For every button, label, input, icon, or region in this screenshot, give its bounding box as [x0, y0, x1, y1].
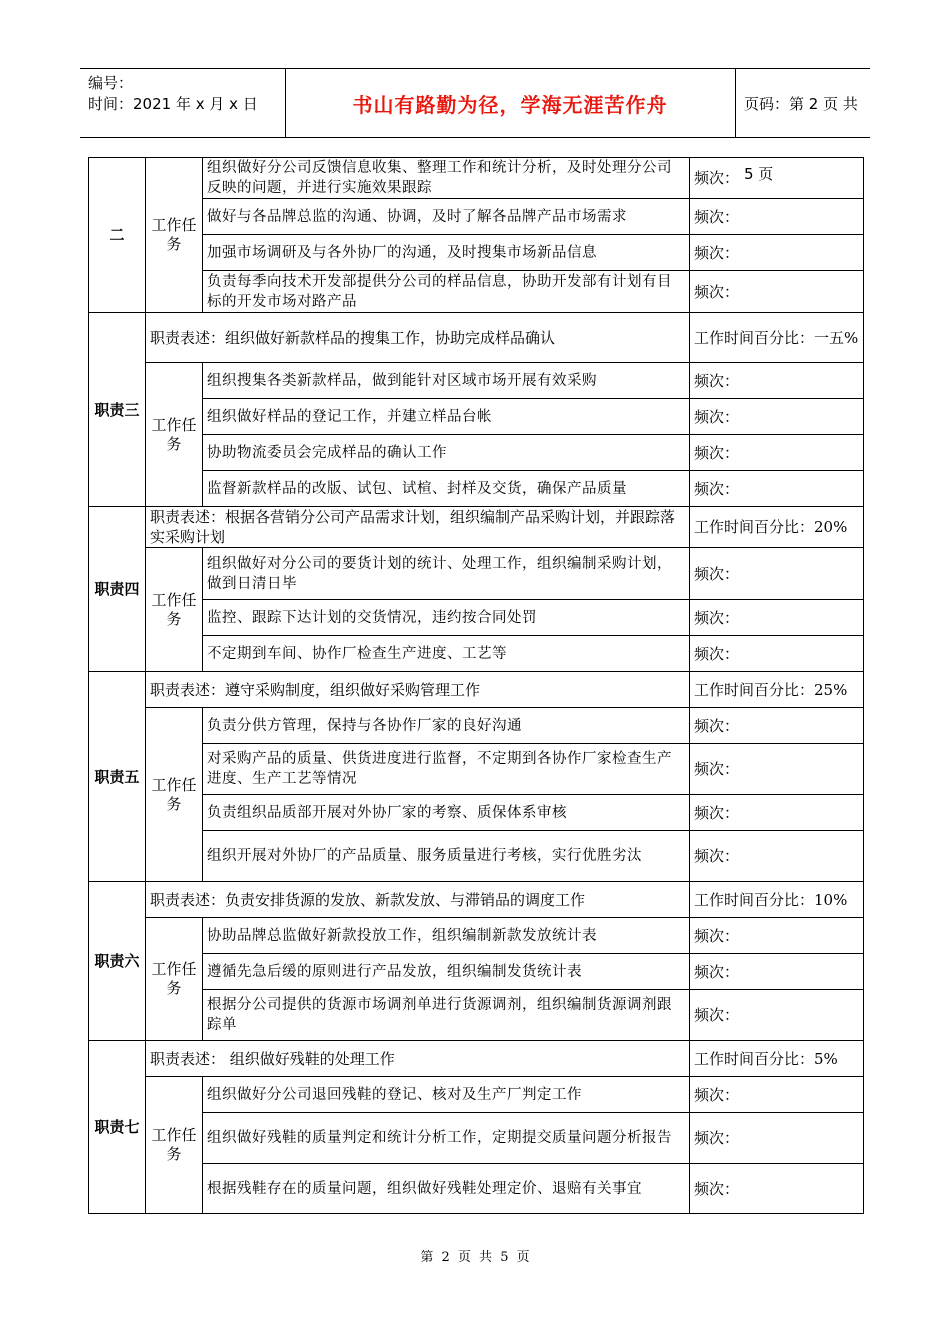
- time-percentage: 工作时间百分比：25%: [690, 672, 864, 708]
- time-percentage: 工作时间百分比：5%: [690, 1041, 864, 1077]
- work-task-label: 工作任务: [146, 363, 203, 507]
- work-task-label: 工作任务: [146, 1077, 203, 1214]
- work-task-label: 工作任务: [146, 918, 203, 1041]
- table-row: [89, 471, 864, 507]
- task-text: 根据分公司提供的货源市场调剂单进行货源调剂，组织编制货源调剂跟踪单: [203, 990, 690, 1041]
- section-number: 职责三: [89, 313, 146, 507]
- task-text: 对采购产品的质量、供货进度进行监督，不定期到各协作厂家检查生产进度、生产工艺等情况: [203, 744, 690, 795]
- task-text: 组织做好分公司退回残鞋的登记、核对及生产厂判定工作: [203, 1077, 690, 1113]
- task-text: 组织搜集各类新款样品，做到能针对区域市场开展有效采购: [203, 363, 690, 399]
- header-page-number: 页码：第 2 页 共 5 页: [744, 95, 858, 183]
- frequency-cell: 频次：: [690, 1077, 864, 1113]
- frequency-cell: 频次：: [690, 548, 864, 600]
- frequency-cell: 频次：: [690, 795, 864, 831]
- frequency-cell: 频次：: [690, 918, 864, 954]
- table-row: [89, 1077, 864, 1113]
- duty-description: 职责表述： 组织做好残鞋的处理工作: [146, 1041, 690, 1077]
- frequency-cell: 频次：: [690, 199, 864, 235]
- task-text: 监督新款样品的改版、试包、试楦、封样及交货，确保产品质量: [203, 471, 690, 507]
- table-row: [89, 363, 864, 399]
- task-text: 加强市场调研及与各外协厂的沟通，及时搜集市场新品信息: [203, 235, 690, 271]
- section-number: 职责四: [89, 507, 146, 672]
- task-text: 组织做好样品的登记工作，并建立样品台帐: [203, 399, 690, 435]
- task-text: 遵循先急后缓的原则进行产品发放，组织编制发货统计表: [203, 954, 690, 990]
- task-text: 根据残鞋存在的质量问题，组织做好残鞋处理定价、退赔有关事宜: [203, 1164, 690, 1214]
- frequency-cell: 频次：: [690, 600, 864, 636]
- frequency-cell: 频次：: [690, 1113, 864, 1164]
- table-row: [89, 1164, 864, 1214]
- header-divider: [735, 69, 736, 137]
- section-number: 职责七: [89, 1041, 146, 1214]
- table-row: [89, 435, 864, 471]
- table-row: [89, 672, 864, 708]
- task-text: 协助物流委员会完成样品的确认工作: [203, 435, 690, 471]
- task-text: 做好与各品牌总监的沟通、协调，及时了解各品牌产品市场需求: [203, 199, 690, 235]
- document-time-label: 时间：2021 年 x 月 x 日: [88, 95, 258, 113]
- task-text: 组织做好分公司反馈信息收集、整理工作和统计分析，及时处理分公司反映的问题，并进行实施效果跟踪: [203, 158, 690, 199]
- task-text: 负责每季向技术开发部提供分公司的样品信息，协助开发部有计划有目标的开发市场对路产品: [203, 271, 690, 313]
- work-task-label: 工作任务: [146, 708, 203, 882]
- time-percentage: 工作时间百分比：10%: [690, 882, 864, 918]
- duty-description: 职责表述：负责安排货源的发放、新款发放、与滞销品的调度工作: [146, 882, 690, 918]
- table-row: [89, 271, 864, 313]
- task-text: 组织开展对外协厂的产品质量、服务质量进行考核，实行优胜劣汰: [203, 831, 690, 882]
- table-row: [89, 954, 864, 990]
- header-meta: [88, 73, 258, 115]
- duty-description: 职责表述：组织做好新款样品的搜集工作，协助完成样品确认: [146, 313, 690, 363]
- table-row: [89, 708, 864, 744]
- frequency-cell: 频次：: [690, 399, 864, 435]
- frequency-cell: 频次：: [690, 990, 864, 1041]
- frequency-cell: 频次：: [690, 363, 864, 399]
- table-row: [89, 507, 864, 548]
- frequency-cell: 频次：: [690, 636, 864, 672]
- duty-description: 职责表述：根据各营销分公司产品需求计划，组织编制产品采购计划，并跟踪落实采购计划: [146, 507, 690, 548]
- section-number: 职责六: [89, 882, 146, 1041]
- task-text: 监控、跟踪下达计划的交货情况，违约按合同处罚: [203, 600, 690, 636]
- frequency-cell: 频次：: [690, 435, 864, 471]
- table-row: [89, 918, 864, 954]
- time-percentage: 工作时间百分比：20%: [690, 507, 864, 548]
- table-row: [89, 795, 864, 831]
- time-percentage: 工作时间百分比：一五%: [690, 313, 864, 363]
- section-number: 职责五: [89, 672, 146, 882]
- page-footer: 第 2 页 共 5 页: [420, 1250, 530, 1265]
- work-task-label: 工作任务: [146, 548, 203, 672]
- task-text: 协助品牌总监做好新款投放工作，组织编制新款发放统计表: [203, 918, 690, 954]
- frequency-cell: 频次：: [690, 235, 864, 271]
- table-row: [89, 199, 864, 235]
- frequency-cell: 频次：: [690, 1164, 864, 1214]
- table-row: [89, 235, 864, 271]
- frequency-cell: 频次：: [690, 471, 864, 507]
- frequency-cell: 频次：: [690, 744, 864, 795]
- table-row: [89, 600, 864, 636]
- table-row: [89, 744, 864, 795]
- task-text: 不定期到车间、协作厂检查生产进度、工艺等: [203, 636, 690, 672]
- table-row: [89, 548, 864, 600]
- frequency-cell: 频次：: [690, 708, 864, 744]
- frequency-cell: 频次：: [690, 271, 864, 313]
- frequency-cell: 频次：: [690, 954, 864, 990]
- frequency-cell: 频次：: [690, 158, 864, 199]
- table-row: [89, 313, 864, 363]
- work-task-label: 工作任务: [146, 158, 203, 313]
- task-text: 负责组织品质部开展对外协厂家的考察、质保体系审核: [203, 795, 690, 831]
- task-text: 负责分供方管理，保持与各协作厂家的良好沟通: [203, 708, 690, 744]
- table-row: [89, 158, 864, 199]
- section-number: 二: [89, 158, 146, 313]
- table-row: [89, 1041, 864, 1077]
- table-row: [89, 1113, 864, 1164]
- duties-table: [88, 157, 863, 1214]
- header-motto: 书山有路勤为径，学海无涯苦作舟: [352, 93, 668, 117]
- table-row: [89, 636, 864, 672]
- task-text: 组织做好残鞋的质量判定和统计分析工作，定期提交质量问题分析报告: [203, 1113, 690, 1164]
- task-text: 组织做好对分公司的要货计划的统计、处理工作，组织编制采购计划，做到日清日毕: [203, 548, 690, 600]
- frequency-cell: 频次：: [690, 831, 864, 882]
- document-code-label: 编号：: [88, 74, 134, 92]
- table-row: [89, 399, 864, 435]
- duty-description: 职责表述：遵守采购制度，组织做好采购管理工作: [146, 672, 690, 708]
- table-row: [89, 882, 864, 918]
- table-row: [89, 990, 864, 1041]
- table-row: [89, 831, 864, 882]
